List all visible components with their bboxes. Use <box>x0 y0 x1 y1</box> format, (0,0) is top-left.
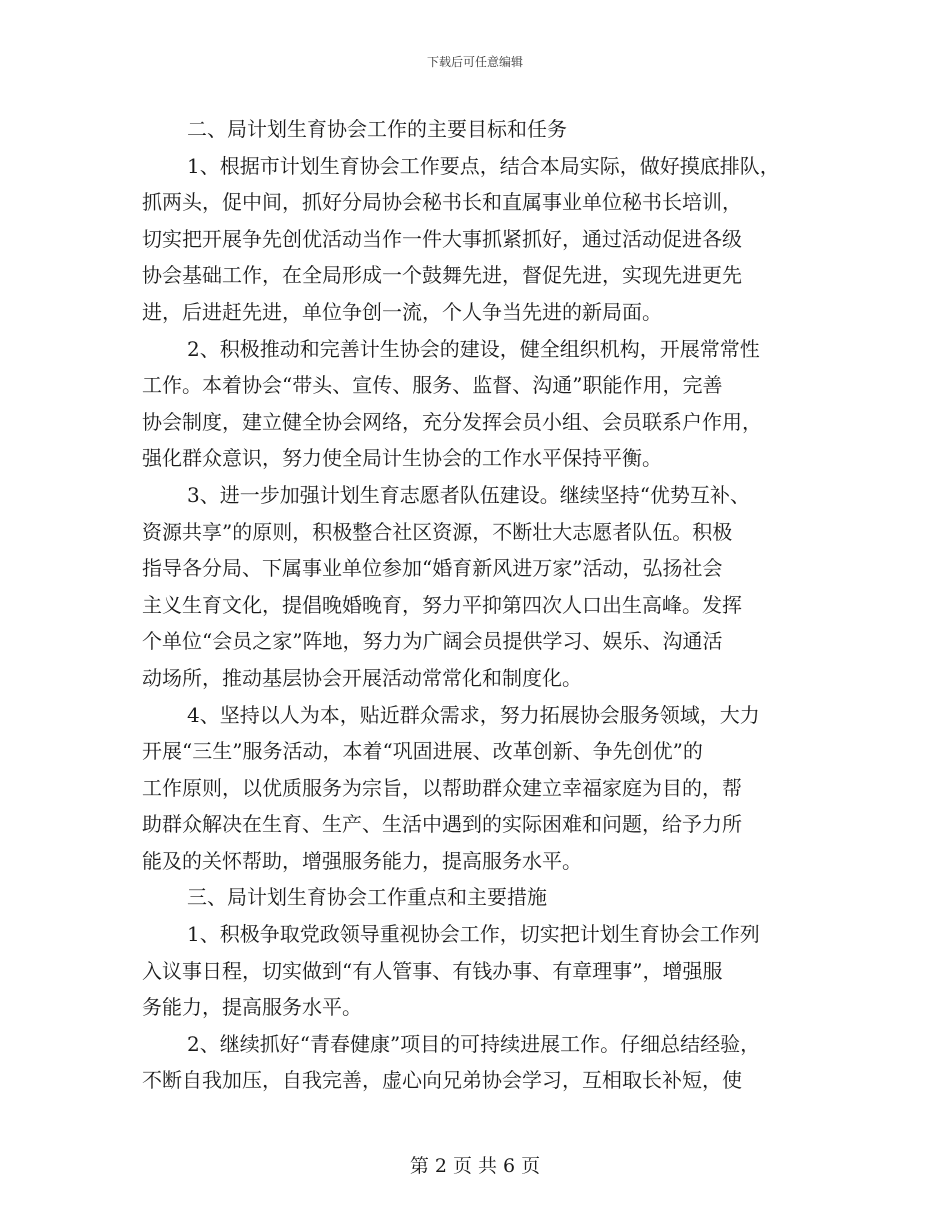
paragraph-line: 抓两头，促中间，抓好分局协会秘书长和直属事业单位秘书长培训， <box>142 190 742 215</box>
paragraph-line: 资源共享”的原则，积极整合社区资源，不断壮大志愿者队伍。积极 <box>142 519 733 544</box>
paragraph-line: 工作原则，以优质服务为宗旨，以帮助群众建立幸福家庭为目的，帮 <box>142 775 742 800</box>
paragraph-line: 个单位“会员之家”阵地，努力为广阔会员提供学习、娱乐、沟通活 <box>142 629 723 654</box>
paragraph-line: 3、进一步加强计划生育志愿者队伍建设。继续坚持“优势互补、 <box>187 482 750 507</box>
paragraph-line: 助群众解决在生育、生产、生活中遇到的实际困难和问题，给予力所 <box>142 812 742 837</box>
paragraph-line: 进，后进赶先进，单位争创一流，个人争当先进的新局面。 <box>142 299 662 324</box>
paragraph-line: 能及的关怀帮助，增强服务能力，提高服务水平。 <box>142 848 582 873</box>
section-heading-3: 三、局计划生育协会工作重点和主要措施 <box>187 885 547 910</box>
paragraph-line: 协会制度，建立健全协会网络，充分发挥会员小组、会员联系户作用， <box>142 409 762 434</box>
paragraph-line: 1、积极争取党政领导重视协会工作，切实把计划生育协会工作列 <box>187 922 760 947</box>
paragraph-line: 2、继续抓好“青春健康”项目的可持续进展工作。仔细总结经验， <box>187 1031 761 1056</box>
paragraph-line: 4、坚持以人为本，贴近群众需求，努力拓展协会服务领域，大力 <box>187 702 760 727</box>
paragraph-line: 1、根据市计划生育协会工作要点，结合本局实际，做好摸底排队， <box>187 153 780 178</box>
document-body <box>142 111 822 1099</box>
paragraph-line: 工作。本着协会“带头、宣传、服务、监督、沟通”职能作用，完善 <box>142 373 723 398</box>
paragraph-line: 切实把开展争先创优活动当作一件大事抓紧抓好，通过活动促进各级 <box>142 226 742 251</box>
page-header-note: 下载后可任意编辑 <box>426 55 523 69</box>
paragraph-line: 务能力，提高服务水平。 <box>142 995 362 1020</box>
paragraph-line: 协会基础工作，在全局形成一个鼓舞先进，督促先进，实现先进更先 <box>142 263 742 288</box>
paragraph-line: 动场所，推动基层协会开展活动常常化和制度化。 <box>142 665 582 690</box>
section-heading-2: 二、局计划生育协会工作的主要目标和任务 <box>187 117 567 141</box>
paragraph-line: 强化群众意识，努力使全局计生协会的工作水平保持平衡。 <box>142 446 662 471</box>
page-number: 第 2 页 共 6 页 <box>409 1155 541 1177</box>
paragraph-line: 开展“三生”服务活动，本着“巩固进展、改革创新、争先创优”的 <box>142 739 703 764</box>
paragraph-line: 指导各分局、下属事业单位参加“婚育新风进万家”活动，弘扬社会 <box>142 556 723 581</box>
paragraph-line: 2、积极推动和完善计生协会的建设，健全组织机构，开展常常性 <box>187 336 760 361</box>
paragraph-line: 入议事日程，切实做到“有人管事、有钱办事、有章理事”，增强服 <box>142 958 723 983</box>
paragraph-line: 主义生育文化，提倡晚婚晚育，努力平抑第四次人口出生高峰。发挥 <box>142 592 742 617</box>
paragraph-line: 不断自我加压，自我完善，虚心向兄弟协会学习，互相取长补短，使 <box>142 1068 742 1093</box>
